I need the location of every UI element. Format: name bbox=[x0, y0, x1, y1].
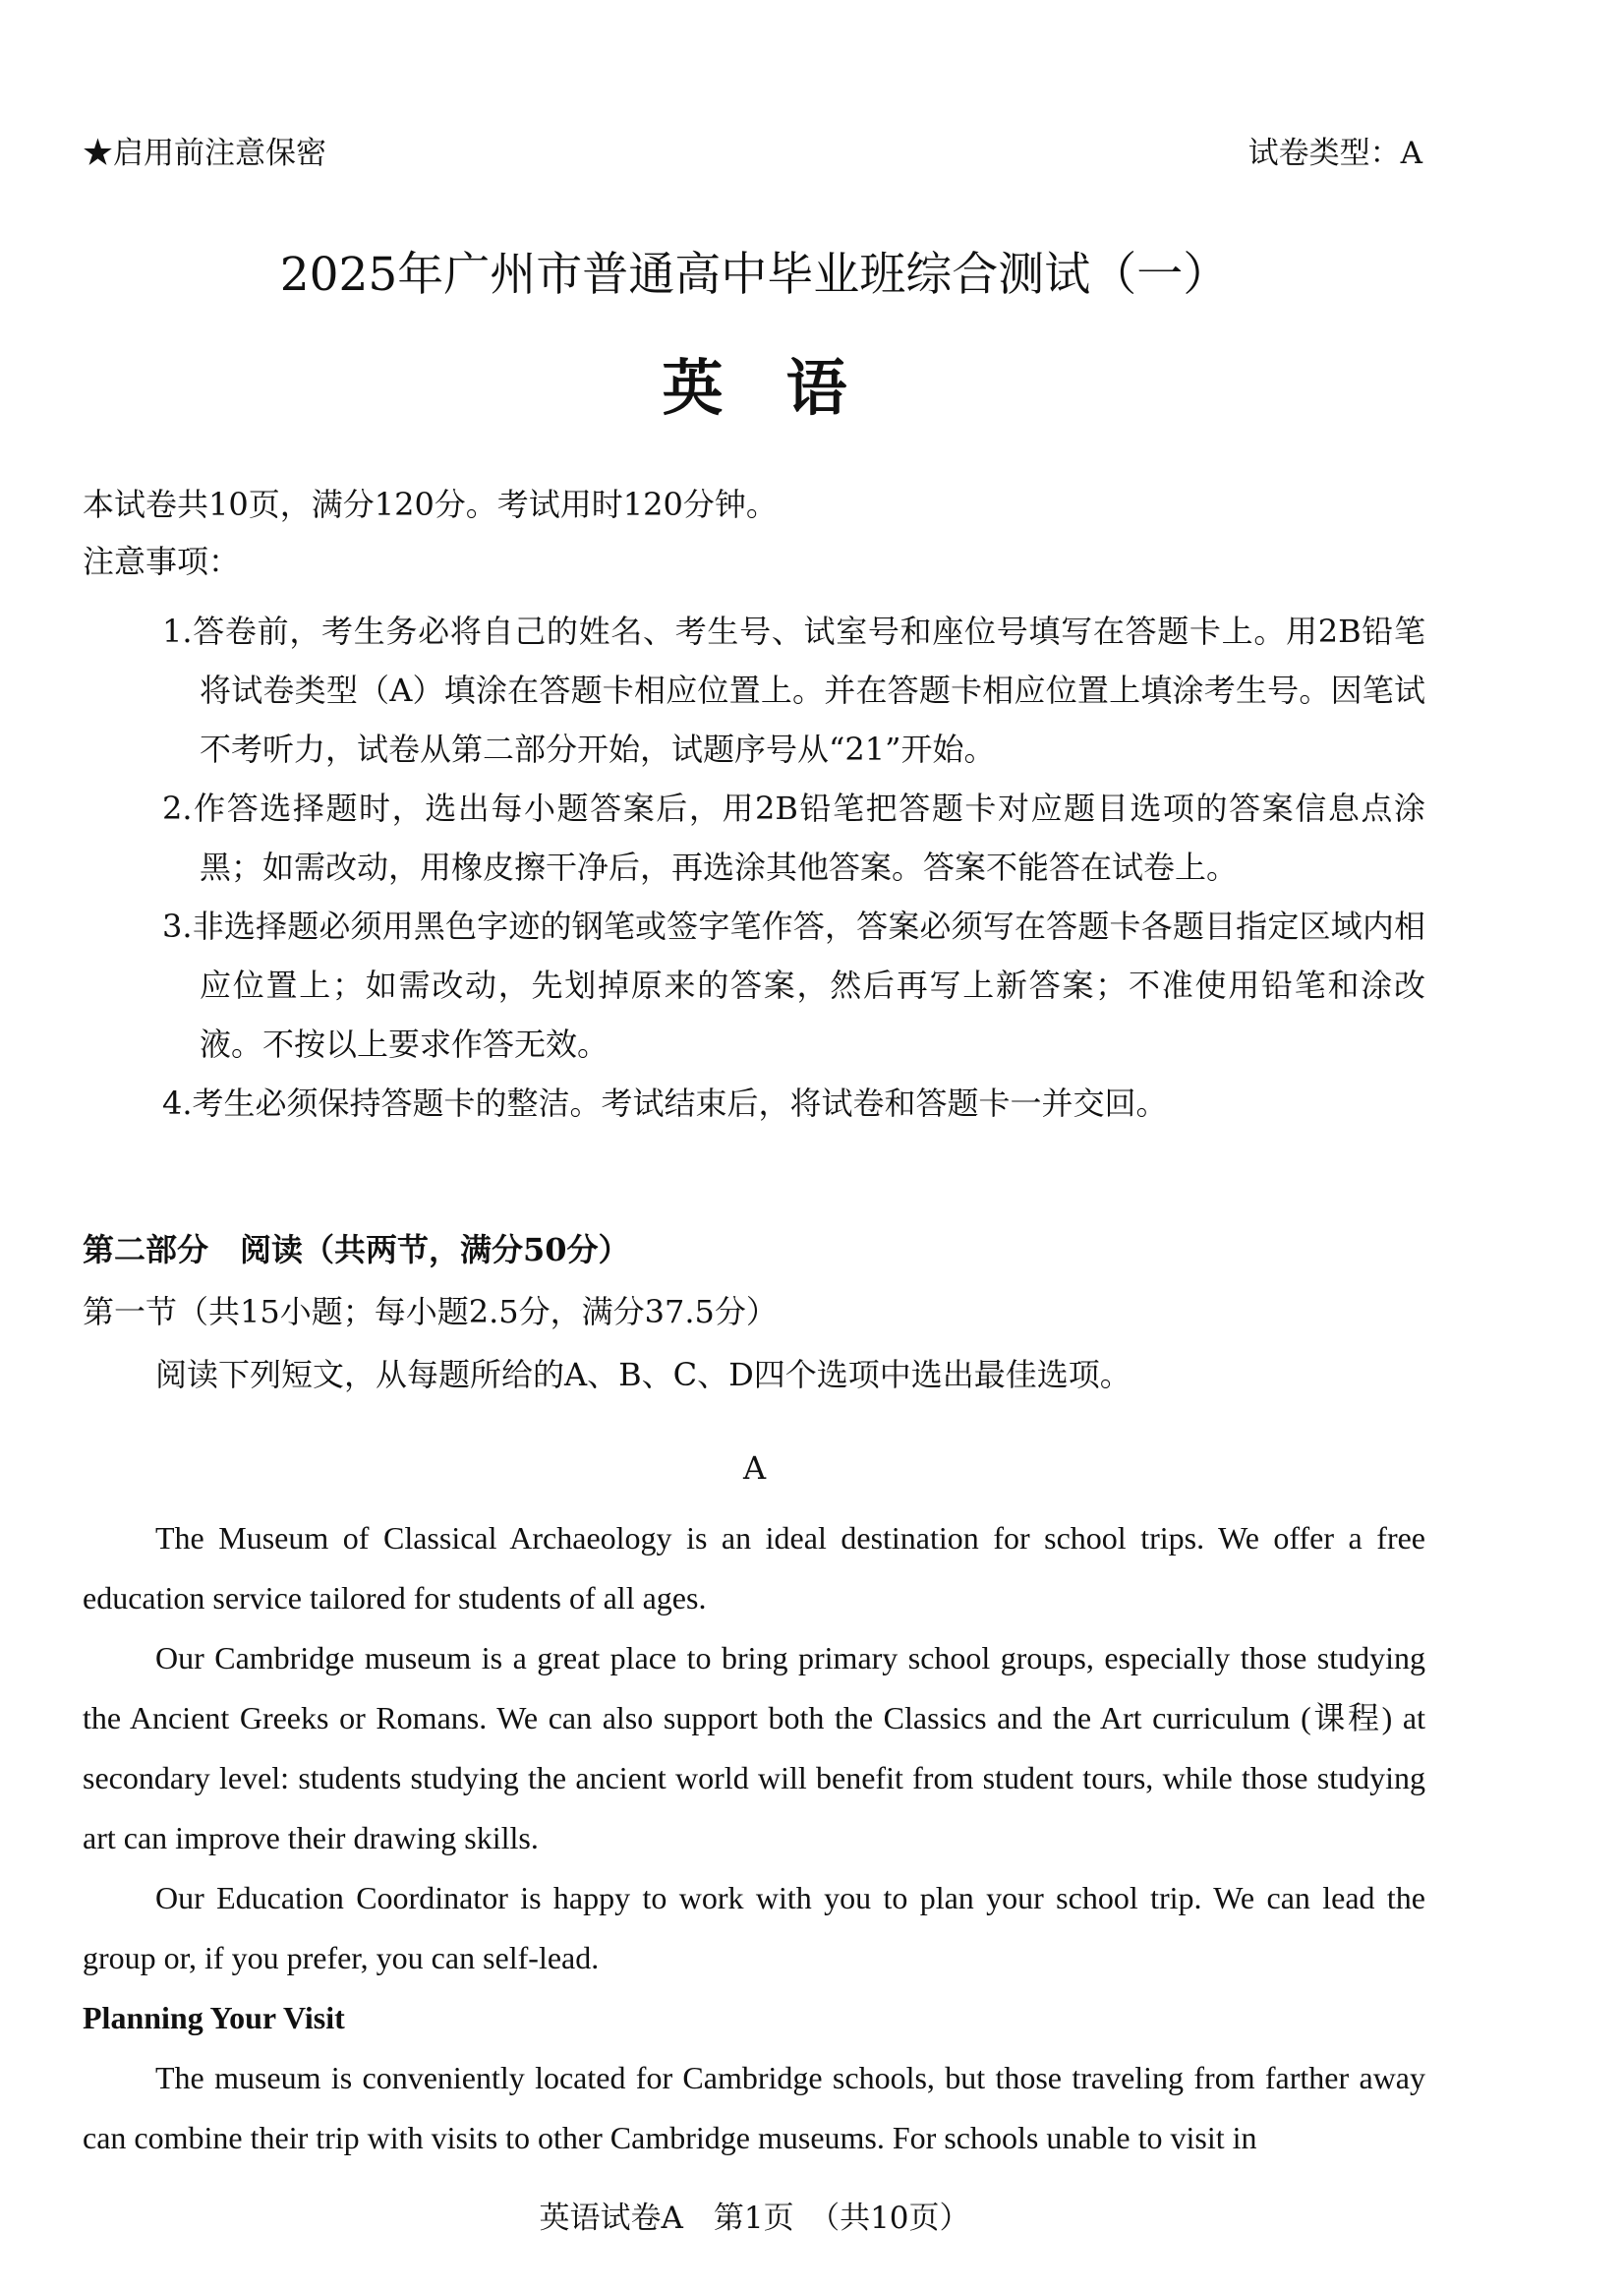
exam-info: 本试卷共10页，满分120分。考试用时120分钟。 bbox=[83, 486, 778, 523]
passage-a bbox=[83, 1508, 1425, 2168]
passage-paragraph: Our Education Coordinator is happy to work with you to plan your school trip. We can lead the group or, if you prefer, you can self-lead. bbox=[83, 1880, 1425, 1975]
notice-list bbox=[162, 602, 1425, 1133]
paper-type-label: 试卷类型：A bbox=[1247, 136, 1422, 171]
part-heading: 第二部分 阅读（共两节，满分50分） bbox=[83, 1231, 630, 1268]
page-footer: 英语试卷A 第1页 （共10页） bbox=[539, 2201, 970, 2236]
section-instruction: 阅读下列短文，从每题所给的A、B、C、D四个选项中选出最佳选项。 bbox=[155, 1356, 1131, 1393]
passage-label: A bbox=[742, 1449, 767, 1487]
exam-title: 2025年广州市普通高中毕业班综合测试（一） bbox=[279, 248, 1230, 302]
passage-paragraph: The Museum of Classical Archaeology is an ideal destination for school trips. We offer a free education service tailored for students of all ages. bbox=[83, 1520, 1425, 1615]
notice-item: 2.作答选择题时，选出每小题答案后，用2B铅笔把答题卡对应题目选项的答案信息点涂黑；如需改动，用橡皮擦干净后，再选涂其他答案。答案不能答在试卷上。 bbox=[162, 790, 1425, 886]
subject-title: 英语 bbox=[662, 352, 910, 424]
notice-item: 4.考生必须保持答题卡的整洁。考试结束后，将试卷和答题卡一并交回。 bbox=[162, 1085, 1168, 1122]
passage-subheading: Planning Your Visit bbox=[83, 2000, 345, 2035]
notice-item: 3.非选择题必须用黑色字迹的钢笔或签字笔作答，答案必须写在答题卡各题目指定区域内相应位置上；如需改动，先划掉原来的答案，然后再写上新答案；不准使用铅笔和涂改液。不按以上要求作答无效。 bbox=[162, 908, 1425, 1063]
passage-paragraph: The museum is conveniently located for Cambridge schools, but those traveling from farther away can combine their trip with visits to other Cambridge museums. For schools unable to visit in bbox=[83, 2060, 1425, 2155]
section-heading: 第一节（共15小题；每小题2.5分，满分37.5分） bbox=[83, 1293, 778, 1330]
confidential-notice: ★启用前注意保密 bbox=[83, 136, 326, 171]
passage-paragraph: Our Cambridge museum is a great place to bring primary school groups, especially those studying the Ancient Greeks or Romans. We can also support both the Classics and the Art curriculum (课程) at secondary level: students studying the ancient world will benefit from student tours, while those studying art can improve their drawing skills. bbox=[83, 1640, 1425, 1855]
notice-heading: 注意事项： bbox=[83, 543, 241, 580]
notice-item: 1.答卷前，考生务必将自己的姓名、考生号、试室号和座位号填写在答题卡上。用2B铅笔将试卷类型（A）填涂在答题卡相应位置上。并在答题卡相应位置上填涂考生号。因笔试不考听力，试卷从第二部分开始，试题序号从“21”开始。 bbox=[162, 613, 1425, 768]
